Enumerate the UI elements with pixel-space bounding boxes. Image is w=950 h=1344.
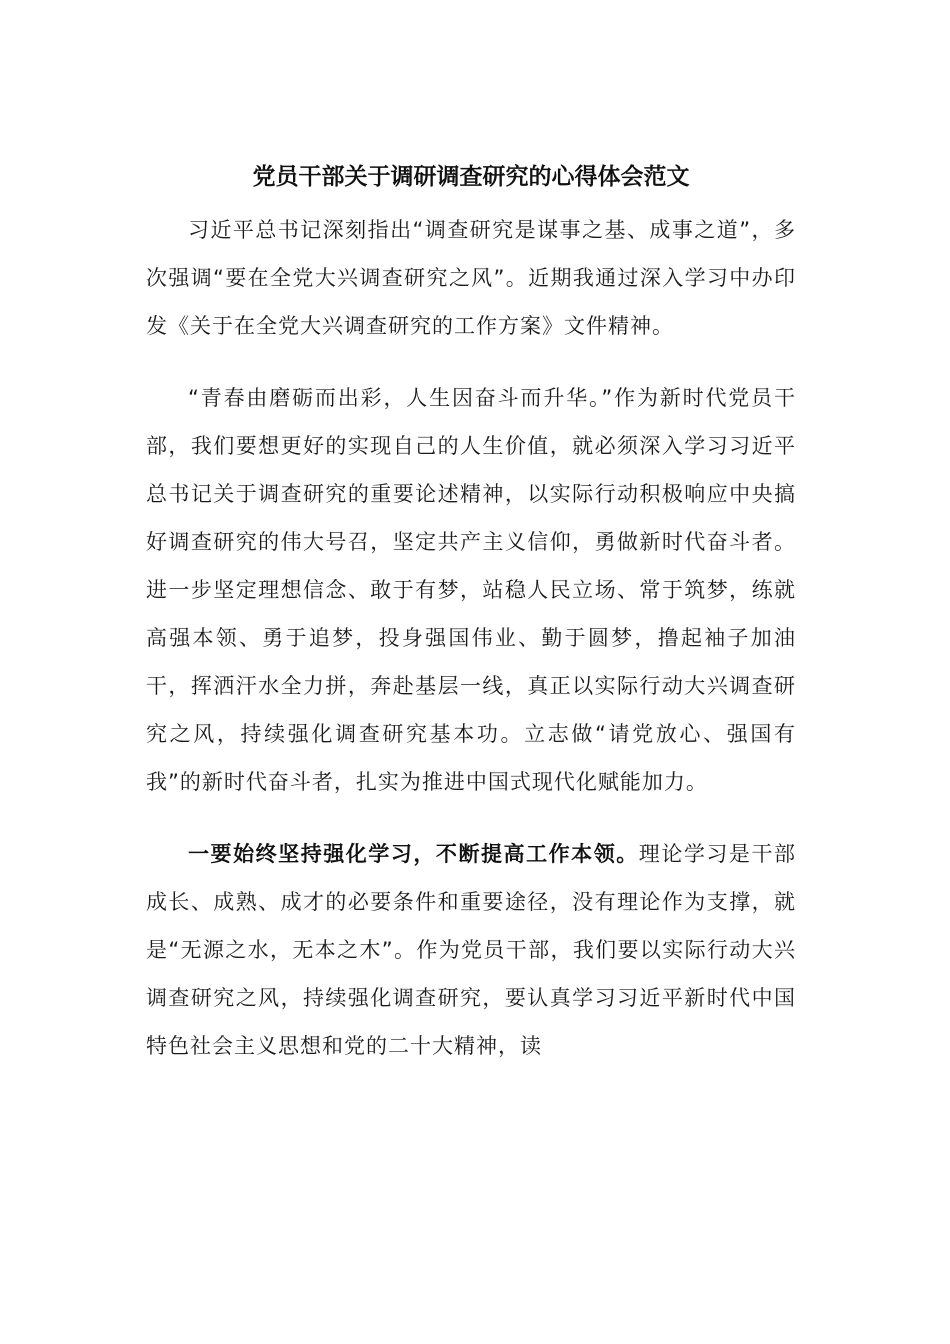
paragraph-youth xyxy=(146,374,796,806)
paragraph-text: 习近平总书记深刻指出“调查研究是谋事之基、成事之道”，多次强调“要在全党大兴调查研究之风”。近期我通过深入学习中办印发《关于在全党大兴调查研究的工作方案》文件精神。 xyxy=(146,218,796,338)
paragraph-text: “青春由磨砺而出彩，人生因奋斗而升华。”作为新时代党员干部，我们要想更好的实现自己的人生价值，就必须深入学习习近平总书记关于调查研究的重要论述精神，以实际行动积极响应中央搞好调查研究的伟大号召，坚定共产主义信仰，勇做新时代奋斗者。进一步坚定理想信念、敢于有梦，站稳人民立场、常于筑梦，练就高强本领、勇于追梦，投身强国伟业、勤于圆梦，撸起袖子加油干，挥洒汗水全力拼，奔赴基层一线，真正以实际行动大兴调查研究之风，持续强化调查研究基本功。立志做“请党放心、强国有我”的新时代奋斗者，扎实为推进中国式现代化赋能加力。 xyxy=(146,386,796,794)
document-page xyxy=(146,148,796,1070)
paragraph-text: 理论学习是干部成长、成熟、成才的必要条件和重要途径，没有理论作为支撑，就是“无源之水，无本之木”。作为党员干部，我们要以实际行动大兴调查研究之风，持续强化调查研究，要认真学习习近平新时代中国特色社会主义思想和党的二十大精神，读 xyxy=(146,842,797,1058)
paragraph-lead-heading: 一要始终坚持强化学习，不断提高工作本领。 xyxy=(188,842,639,866)
paragraph-intro xyxy=(146,206,796,350)
paragraph-spacer xyxy=(146,806,796,830)
paragraph-spacer xyxy=(146,350,796,374)
document-title: 党员干部关于调研调查研究的心得体会范文 xyxy=(252,164,690,190)
paragraph-study xyxy=(146,830,796,1070)
